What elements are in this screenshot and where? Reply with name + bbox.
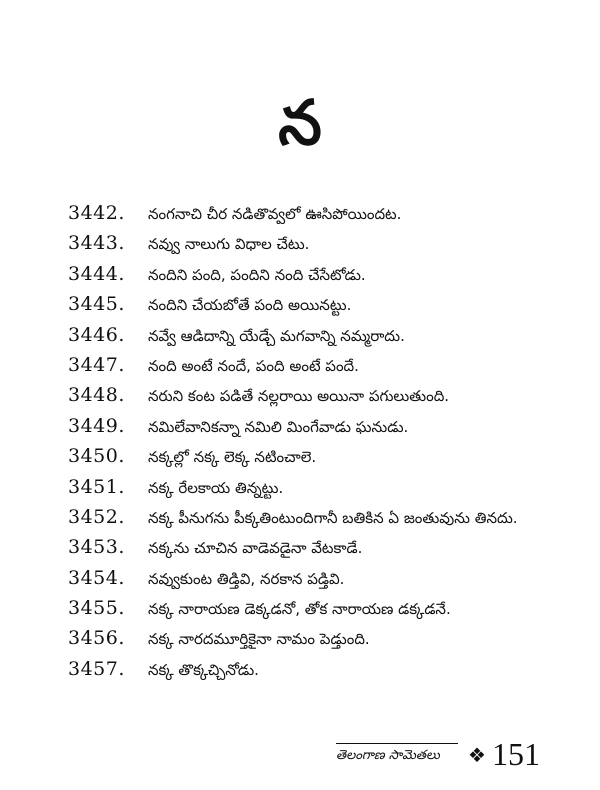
proverb-item [68, 445, 568, 475]
proverb-text: నక్క నారదమూర్తికైనా నామం పెడ్తుంది. [148, 630, 370, 649]
proverb-number: 3444. [68, 262, 125, 285]
proverb-text: నవ్వే ఆడిదాన్ని యేడ్చే మగవాన్ని నమ్మరాదు. [148, 326, 405, 345]
proverb-item [68, 415, 568, 445]
proverb-text: నవ్వు నాలుగు విధాల చేటు. [148, 235, 310, 254]
proverb-text: నక్కల్లో నక్క లెక్క నటించాలె. [148, 448, 317, 467]
proverb-number: 3457. [68, 657, 125, 680]
proverb-item [68, 597, 568, 627]
section-heading: న [278, 86, 322, 159]
page-number: 151 [491, 736, 540, 772]
proverb-text: నక్క పీనుగను పీక్కతింటుందిగానీ బతికిన ఏ జంతువును తినదు. [148, 508, 518, 527]
proverb-text: నరుని కంట పడితే నల్లరాయి అయినా పగులుతుంది. [148, 387, 450, 406]
proverb-item [68, 324, 568, 354]
proverb-item [68, 263, 568, 293]
proverb-number: 3451. [68, 475, 125, 498]
diamond-ornament-icon: ❖ [468, 742, 486, 767]
proverb-text: నందిని పంది, పందిని నంది చేసేటోడు. [148, 265, 366, 284]
proverb-item [68, 536, 568, 566]
proverb-number: 3455. [68, 597, 125, 620]
proverb-number: 3452. [68, 505, 125, 528]
proverb-number: 3456. [68, 627, 125, 650]
proverb-text: నంది అంటే నందే, పంది అంటే పందే. [148, 356, 359, 375]
proverb-item [68, 476, 568, 506]
proverb-number: 3442. [68, 202, 125, 224]
proverb-item [68, 232, 568, 262]
proverb-number: 3445. [68, 293, 125, 316]
proverb-text: నంగనాచి చీర నడితొవ్వలో ఊసిపోయిందట. [148, 205, 402, 223]
proverb-item [68, 354, 568, 384]
proverb-number: 3454. [68, 566, 125, 589]
proverb-item [68, 202, 568, 232]
proverb-number: 3447. [68, 353, 125, 376]
proverb-text: నమిలేవానికన్నా నమిలి మింగేవాడు ఘనుడు. [148, 417, 409, 436]
proverb-text: నక్కను చూచిన వాడెవడైనా వేటకాడే. [148, 539, 363, 558]
proverb-text: నక్క నారాయణ డెక్కడనో, తోక నారాయణ డక్కడనే. [148, 600, 451, 619]
proverb-item [68, 567, 568, 597]
proverb-number: 3453. [68, 536, 125, 559]
proverb-item [68, 627, 568, 657]
proverb-text: నందిని చేయబోతే పంది అయినట్టు. [148, 296, 352, 315]
proverb-text: నక్క తొక్కచ్చినోడు. [148, 660, 259, 679]
proverb-list [68, 202, 568, 688]
proverb-number: 3446. [68, 323, 125, 346]
page-footer [336, 736, 540, 773]
proverb-number: 3450. [68, 445, 125, 468]
proverb-item [68, 506, 568, 536]
proverb-text: నవ్వుకుంట తిడ్తివి, నరకాన పడ్తివి. [148, 569, 345, 588]
proverb-item [68, 658, 568, 688]
proverb-item [68, 293, 568, 323]
proverb-number: 3443. [68, 232, 125, 255]
proverb-number: 3449. [68, 414, 125, 437]
book-title: తెలంగాణ సామెతలు [336, 743, 458, 766]
proverb-number: 3448. [68, 384, 125, 407]
proverb-item [68, 384, 568, 414]
proverb-text: నక్క రేలకాయ తిన్నట్టు. [148, 478, 284, 497]
